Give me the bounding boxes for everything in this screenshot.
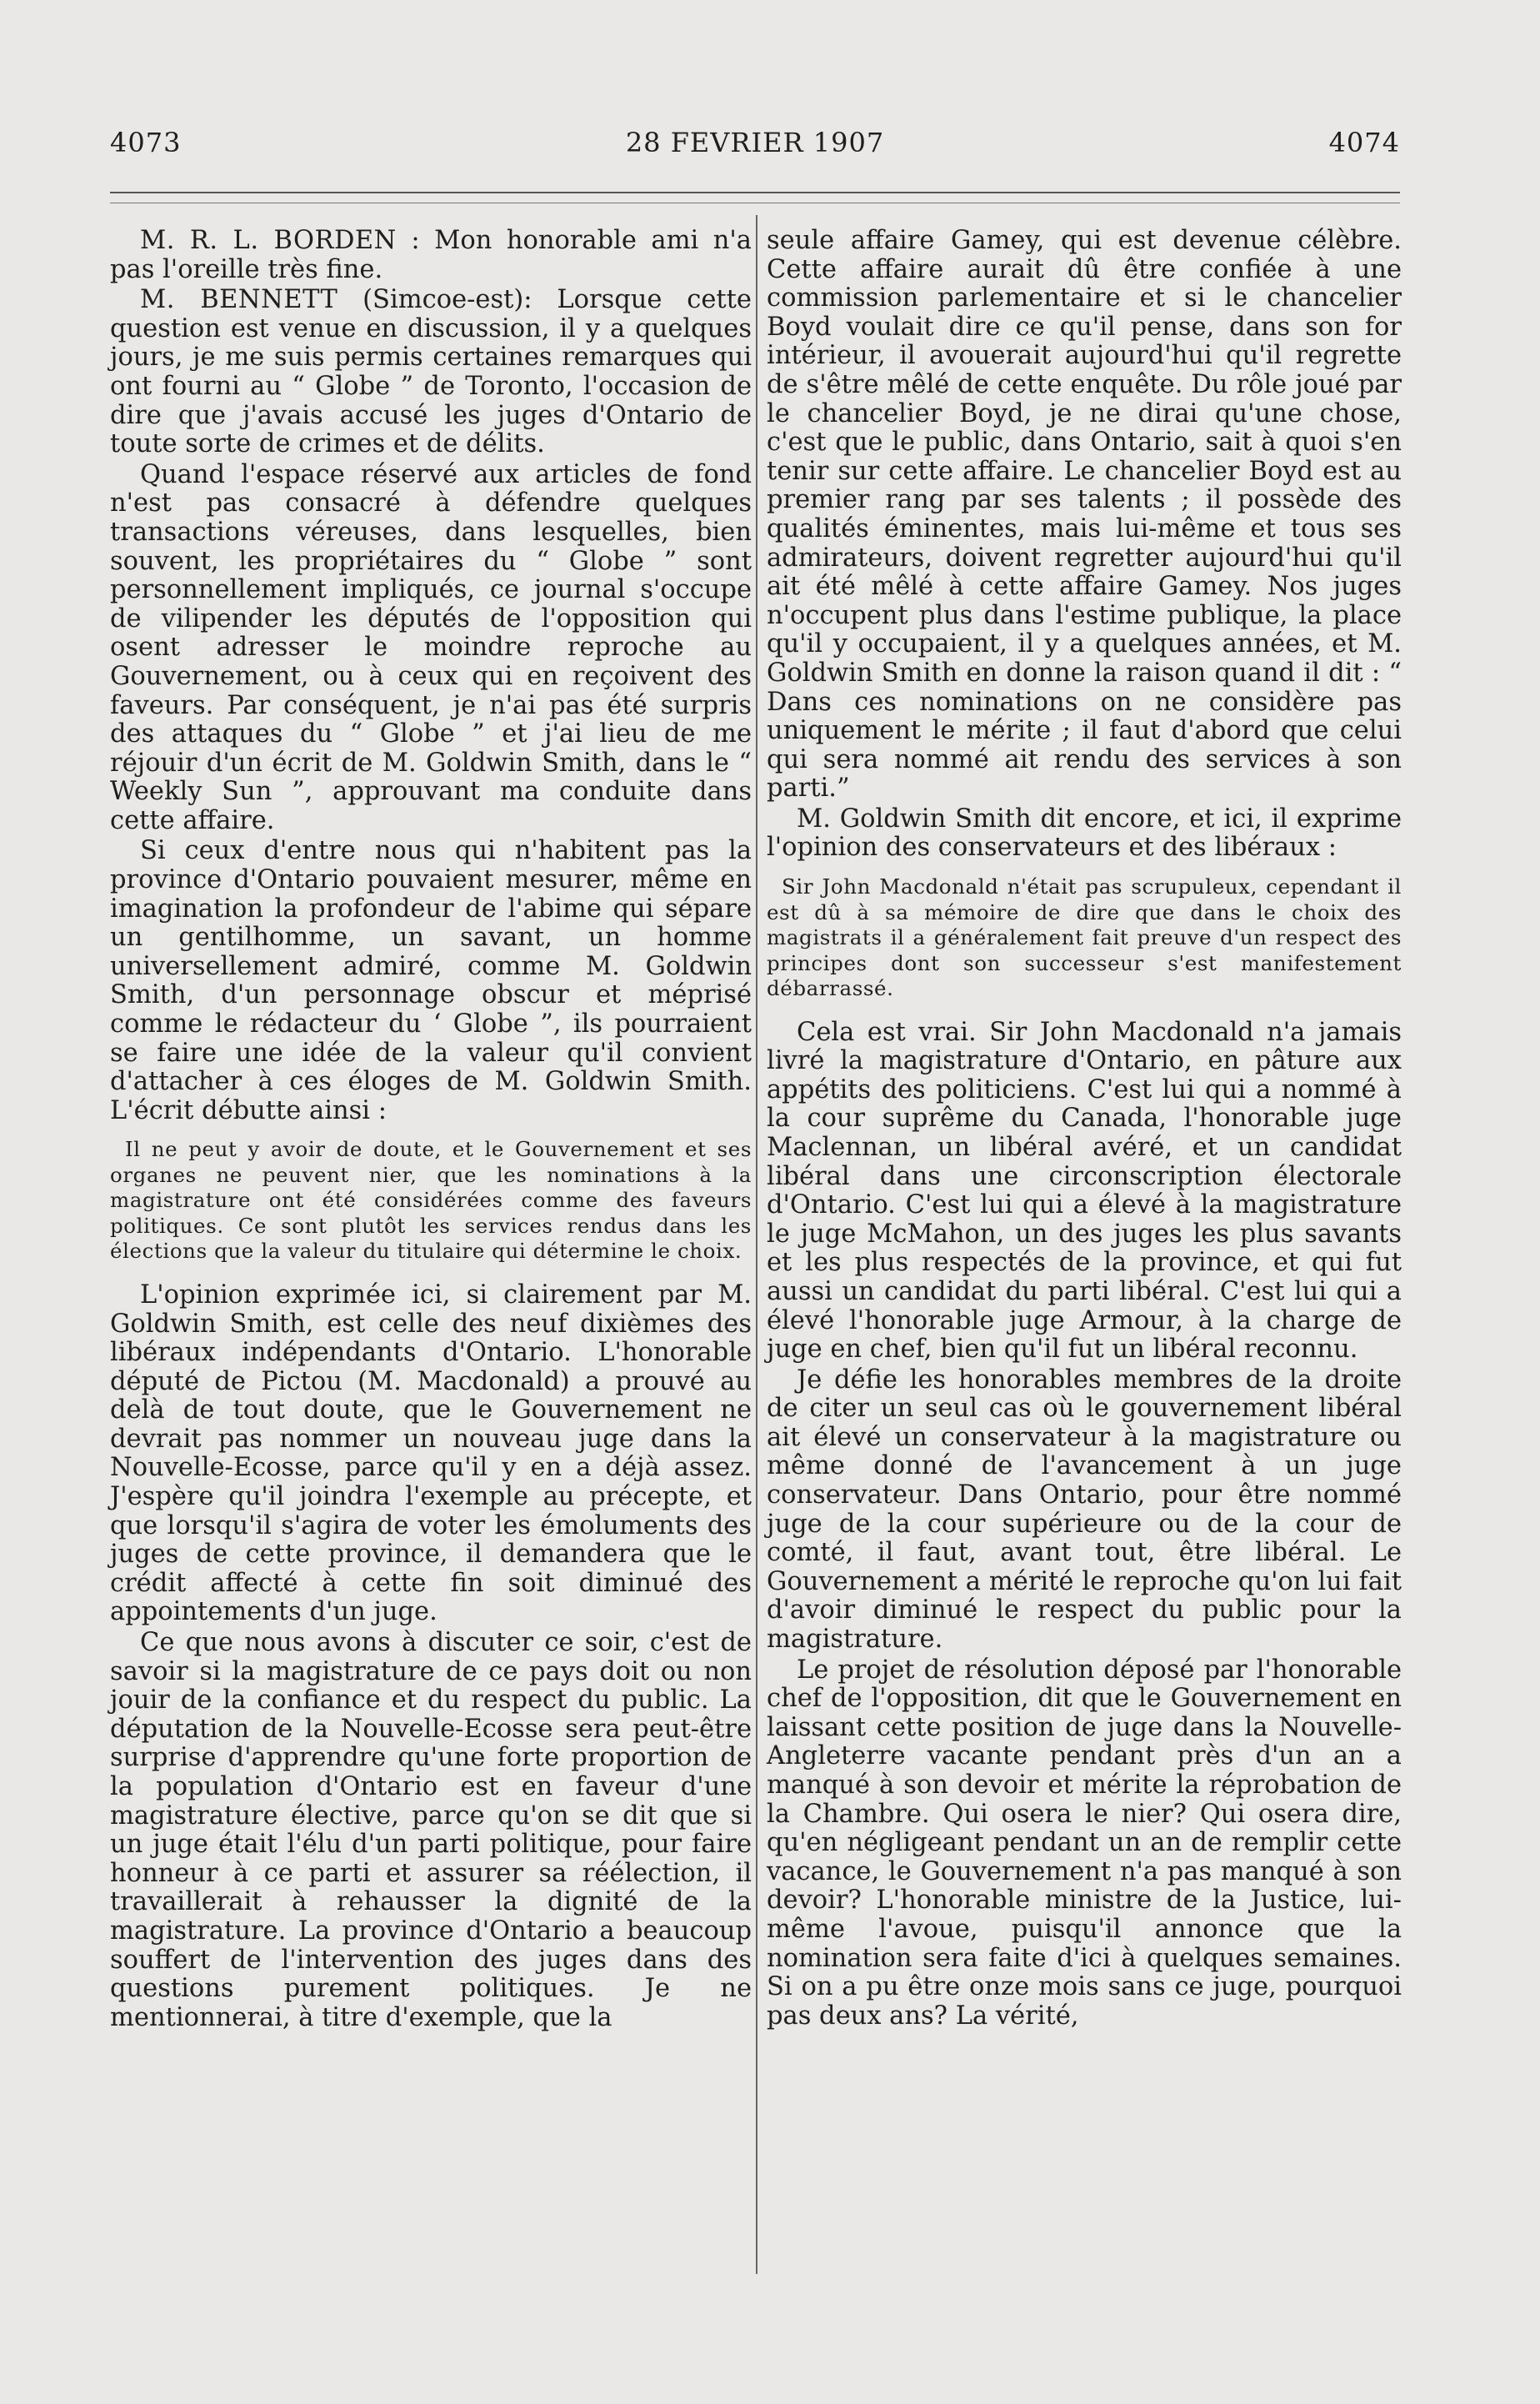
paragraph-text: (Simcoe-est): Lorsque cette question est venue en discussion, il y a quelques jours, je me suis permis certaines remarques qui ont fourni au “ Globe ” de Toronto, l'occasion de dire que j'avais accusé les juges d'Ontario de toute sorte de crimes et de délits. — [110, 285, 752, 459]
speaker-name: M. BENNETT — [140, 285, 338, 315]
header-rule-thick — [110, 192, 1400, 193]
block-quote: Il ne peut y avoir de doute, et le Gouvernement et ses organes ne peuvent nier, que les nominations à la magistrature ont été considérées comme des faveurs politiques. Ce sont plutôt les services rendus dans les élections que la valeur du titulaire qui détermine le choix. — [110, 1137, 752, 1264]
paragraph — [767, 1019, 1402, 1365]
paragraph-text: seule affaire Gamey, qui est devenue célèbre. Cette affaire aurait dû être confiée à une commission parlementaire et si le chancelier Boyd voulait dire ce qu'il pense, dans son for intérieur, il avouerait aujourd'hui qu'il regrette de s'être mêlé de cette enquête. Du rôle joué par le chancelier Boyd, je ne dirai qu'une chose, c'est que le public, dans Ontario, sait à quoi s'en tenir sur cette affaire. Le chancelier Boyd est au premier rang par ses talents ; il possède des qualités éminentes, mais lui-même et tous ses admirateurs, doivent regretter aujourd'hui qu'il ait été mêlé à cette affaire Gamey. Nos juges n'occupent plus dans l'estime publique, la place qu'il y occupaient, il y a quelques années, et M. Goldwin Smith en donne la raison quand il dit : “ Dans ces nominations on ne considère pas uniquement le mérite ; il faut d'abord que celui qui sera nommé ait rendu des services à son parti.” — [767, 226, 1402, 804]
paragraph — [767, 1366, 1402, 1655]
paragraph — [110, 461, 752, 836]
page-date-title: 28 FEVRIER 1907 — [625, 127, 885, 158]
paragraph — [110, 1629, 752, 2032]
paragraph-text: Je défie les honorables membres de la droite de citer un seul cas où le gouvernement libéral ait élevé un conservateur à la magistrature ou même donné de l'avancement à un juge conservateur. Dans Ontario, pour être nommé juge de la cour supérieure ou de la cour de comté, il faut, avant tout, être libéral. Le Gouvernement a mérité le reproche qu'on lui fait d'avoir diminué le respect du public pour la magistrature. — [767, 1365, 1402, 1655]
column-divider — [756, 215, 758, 2274]
paragraph-text: : Mon honorable ami n'a pas l'oreille très fine. — [110, 226, 752, 284]
page-header — [110, 127, 1400, 177]
paragraph-text: M. Goldwin Smith dit encore, et ici, il exprime l'opinion des conservateurs et des libéraux : — [767, 804, 1402, 863]
paragraph — [110, 1281, 752, 1627]
paragraph-text: L'opinion exprimée ici, si clairement par M. Goldwin Smith, est celle des neuf dixièmes des libéraux indépendants d'Ontario. L'honorable député de Pictou (M. Macdonald) a prouvé au delà de tout doute, que le Gouvernement ne devrait pas nommer un nouveau juge dans la Nouvelle-Ecosse, parce qu'il y en a déjà assez. J'espère qu'il joindra l'exemple au précepte, et que lorsqu'il s'agira de voter les émoluments des juges de cette province, il demandera que le crédit affecté à cette fin soit diminué des appointements d'un juge. — [110, 1280, 752, 1627]
page-number-left: 4073 — [110, 127, 182, 158]
paragraph-text: Si ceux d'entre nous qui n'habitent pas la province d'Ontario pouvaient mesurer, même en imagination la profondeur de l'abime qui sépare un gentilhomme, un savant, un homme universellement admiré, comme M. Goldwin Smith, d'un personnage obscur et méprisé comme le rédacteur du ‘ Globe ”, ils pourraient se faire une idée de la valeur qu'il convient d'attacher à ces éloges de M. Goldwin Smith. L'écrit débutte ainsi : — [110, 836, 752, 1125]
paragraph-text: Cela est vrai. Sir John Macdonald n'a jamais livré la magistrature d'Ontario, en pâture aux appétits des politiciens. C'est lui qui a nommé à la cour suprême du Canada, l'honorable juge Maclennan, un libéral avéré, et un candidat libéral dans une circonscription électorale d'Ontario. C'est lui qui a élevé à la magistrature le juge McMahon, un des juges les plus savants et les plus respectés de la province, et qui fut aussi un candidat du parti libéral. C'est lui qui a élevé l'honorable juge Armour, à la charge de juge en chef, bien qu'il fut un libéral reconnu. — [767, 1017, 1402, 1365]
paragraph — [767, 227, 1402, 804]
page-number-right: 4074 — [1328, 127, 1400, 158]
block-quote: Sir John Macdonald n'était pas scrupuleux, cependant il est dû à sa mémoire de dire que dans le choix des magistrats il a généralement fait preuve d'un respect des principes dont son successeur s'est manifestement débarrassé. — [767, 874, 1402, 1001]
paragraph — [110, 286, 752, 459]
paragraph — [767, 805, 1402, 863]
paragraph-text: Ce que nous avons à discuter ce soir, c'est de savoir si la magistrature de ce pays doit ou non jouir de la confiance et du respect du public. La députation de la Nouvelle-Ecosse sera peut-être surprise d'apprendre qu'une forte proportion de la population d'Ontario est en faveur d'une magistrature élective, parce qu'on se dit que si un juge était l'élu d'un parti politique, pour faire honneur à ce parti et assurer sa réélection, il travaillerait à rehausser la dignité de la magistrature. La province d'Ontario a beaucoup souffert de l'intervention des juges dans des questions purement politiques. Je ne mentionnerai, à titre d'exemple, que la — [110, 1628, 752, 2032]
paragraph — [110, 227, 752, 284]
paragraph — [110, 837, 752, 1125]
right-column — [767, 227, 1402, 2031]
left-column — [110, 227, 752, 2032]
paragraph-text: Le projet de résolution déposé par l'honorable chef de l'opposition, dit que le Gouvernement en laissant cette position de juge dans la Nouvelle-Angleterre vacante pendant près d'un an a manqué à son devoir et mérite la réprobation de la Chambre. Qui osera le nier? Qui osera dire, qu'en négligeant pendant un an de remplir cette vacance, le Gouvernement n'a pas manqué à son devoir? L'honorable ministre de la Justice, lui-même l'avoue, puisqu'il annonce que la nomination sera faite d'ici à quelques semaines. Si on a pu être onze mois sans ce juge, pourquoi pas deux ans? La vérité, — [767, 1655, 1402, 2031]
paragraph — [767, 1656, 1402, 2031]
paragraph-text: Quand l'espace réservé aux articles de fond n'est pas consacré à défendre quelques transactions véreuses, dans lesquelles, bien souvent, les propriétaires du “ Globe ” sont personnellement impliqués, ce journal s'occupe de vilipender les députés de l'opposition qui osent adresser le moindre reproche au Gouvernement, ou à ceux qui en reçoivent des faveurs. Par conséquent, je n'ai pas été surpris des attaques du “ Globe ” et j'ai lieu de me réjouir d'un écrit de M. Goldwin Smith, dans le “ Weekly Sun ”, approuvant ma conduite dans cette affaire. — [110, 459, 752, 835]
speaker-name: M. R. L. BORDEN — [140, 226, 397, 255]
